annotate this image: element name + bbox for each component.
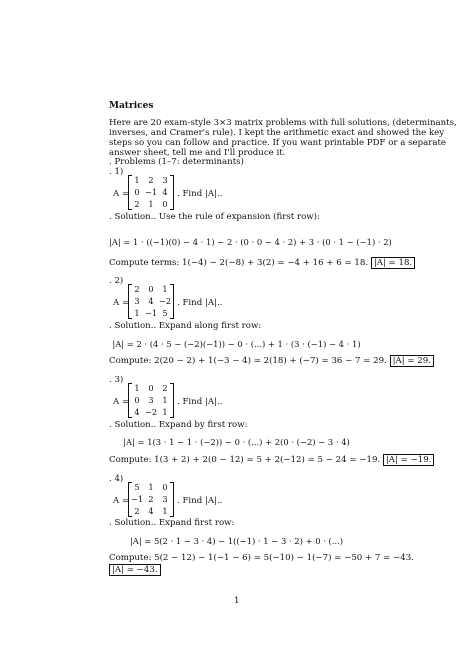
matrix (128, 482, 174, 517)
solution-equation: |A| = 2 · (4 · 5 − (−2)(−1)) − 0 · (...) + 1 · (3 · (−1) − 4 · 1) (112, 339, 361, 349)
matrix-cell: 3 (162, 494, 168, 504)
matrix-cell: 4 (134, 407, 140, 417)
problem-number: . 3) (109, 375, 124, 385)
problem-prompt: . Find |A|.. (177, 397, 223, 407)
matrix-cell: 4 (162, 187, 168, 197)
solution-compute (109, 455, 434, 465)
matrix-cell: 0 (162, 199, 168, 209)
matrix-label: A = (113, 397, 130, 407)
problem-number: . 1) (109, 167, 124, 177)
matrix-label: A = (113, 189, 130, 199)
solution-compute: Compute: 5(2 − 12) − 1(−1 − 6) = 5(−10) − 1(−7) = −50 + 7 = −43. (109, 553, 414, 563)
solution-equation: |A| = 1 · ((−1)(0) − 4 · 1) − 2 · (0 · 0 − 4 · 2) + 3 · (0 · 1 − (−1) · 2) (109, 237, 392, 247)
answer-box: |A| = −43. (109, 564, 161, 576)
matrix-cell: −2 (144, 407, 158, 417)
matrix-cell: 4 (148, 506, 154, 516)
answer-box: |A| = −19. (383, 454, 435, 466)
intro-line-1: Here are 20 exam-style 3×3 matrix problems with full solutions, (determinants, (109, 118, 457, 128)
problems-heading: . Problems (1–7: determinants) (109, 157, 244, 167)
problem-number: . 2) (109, 276, 124, 286)
matrix-cell: 0 (134, 187, 140, 197)
section-title: Matrices (109, 101, 154, 111)
matrix-cell: 0 (162, 482, 168, 492)
matrix-cell: 1 (162, 506, 168, 516)
problem-number: . 4) (109, 474, 124, 484)
intro-line-4: answer sheet, tell me and I'll produce it. (109, 148, 286, 158)
matrix-cell: 1 (162, 284, 168, 294)
matrix-cell: 1 (162, 395, 168, 405)
matrix (128, 284, 174, 319)
matrix-cell: 4 (148, 296, 154, 306)
matrix-cell: 2 (148, 494, 154, 504)
matrix (128, 175, 174, 210)
problem-prompt: . Find |A|.. (177, 189, 223, 199)
matrix-cell: 1 (134, 383, 140, 393)
matrix-cell: 3 (134, 296, 140, 306)
matrix-cell: −2 (158, 296, 172, 306)
intro-line-3: steps so you can follow and practice. If you want printable PDF or a separate (109, 138, 446, 148)
matrix-cell: 3 (148, 395, 154, 405)
matrix-cell: 5 (162, 308, 168, 318)
compute-text: Compute: 2(20 − 2) + 1(−3 − 4) = 2(18) + (−7) = 36 − 7 = 29. (109, 356, 387, 366)
problem-prompt: . Find |A|.. (177, 298, 223, 308)
matrix-cell: 2 (134, 506, 140, 516)
page-number: 1 (234, 596, 240, 606)
matrix-cell: −1 (144, 187, 158, 197)
solution-compute (109, 258, 415, 268)
matrix-cell: 2 (134, 284, 140, 294)
matrix (128, 383, 174, 418)
matrix-cell: −1 (144, 308, 158, 318)
solution-equation: |A| = 5(2 · 1 − 3 · 4) − 1((−1) · 1 − 3 · 2) + 0 · (...) (129, 536, 344, 546)
matrix-cell: 0 (148, 284, 154, 294)
matrix-cell: 5 (134, 482, 140, 492)
matrix-cell: 1 (134, 308, 140, 318)
problem-prompt: . Find |A|.. (177, 496, 223, 506)
solution-intro: . Solution.. Expand by first row: (109, 420, 248, 430)
matrix-cell: 1 (162, 407, 168, 417)
matrix-cell: 1 (148, 482, 154, 492)
matrix-label: A = (113, 496, 130, 506)
matrix-cell: 0 (148, 383, 154, 393)
solution-answer-line (109, 565, 161, 575)
matrix-cell: 2 (162, 383, 168, 393)
matrix-cell: 2 (148, 175, 154, 185)
matrix-cell: 1 (134, 175, 140, 185)
matrix-cell: 0 (134, 395, 140, 405)
compute-text: Compute: 1(3 + 2) + 2(0 − 12) = 5 + 2(−12) = 5 − 24 = −19. (109, 455, 381, 465)
solution-intro: . Solution.. Use the rule of expansion (first row): (109, 212, 320, 222)
solution-equation: |A| = 1(3 · 1 − 1 · (−2)) − 0 · (...) + 2(0 · (−2) − 3 · 4) (123, 437, 350, 447)
answer-box: |A| = 29. (390, 355, 434, 367)
matrix-cell: 2 (134, 199, 140, 209)
answer-box: |A| = 18. (371, 257, 415, 269)
intro-line-2: inverses, and Cramer's rule). I kept the arithmetic exact and showed the key (109, 128, 445, 138)
matrix-cell: 3 (162, 175, 168, 185)
matrix-cell: 1 (148, 199, 154, 209)
compute-text: Compute terms: 1(−4) − 2(−8) + 3(2) = −4 + 16 + 6 = 18. (109, 258, 369, 268)
solution-intro: . Solution.. Expand along first row: (109, 321, 262, 331)
matrix-cell: −1 (130, 494, 144, 504)
solution-intro: . Solution.. Expand first row: (109, 518, 235, 528)
solution-compute (109, 356, 434, 366)
matrix-label: A = (113, 298, 130, 308)
